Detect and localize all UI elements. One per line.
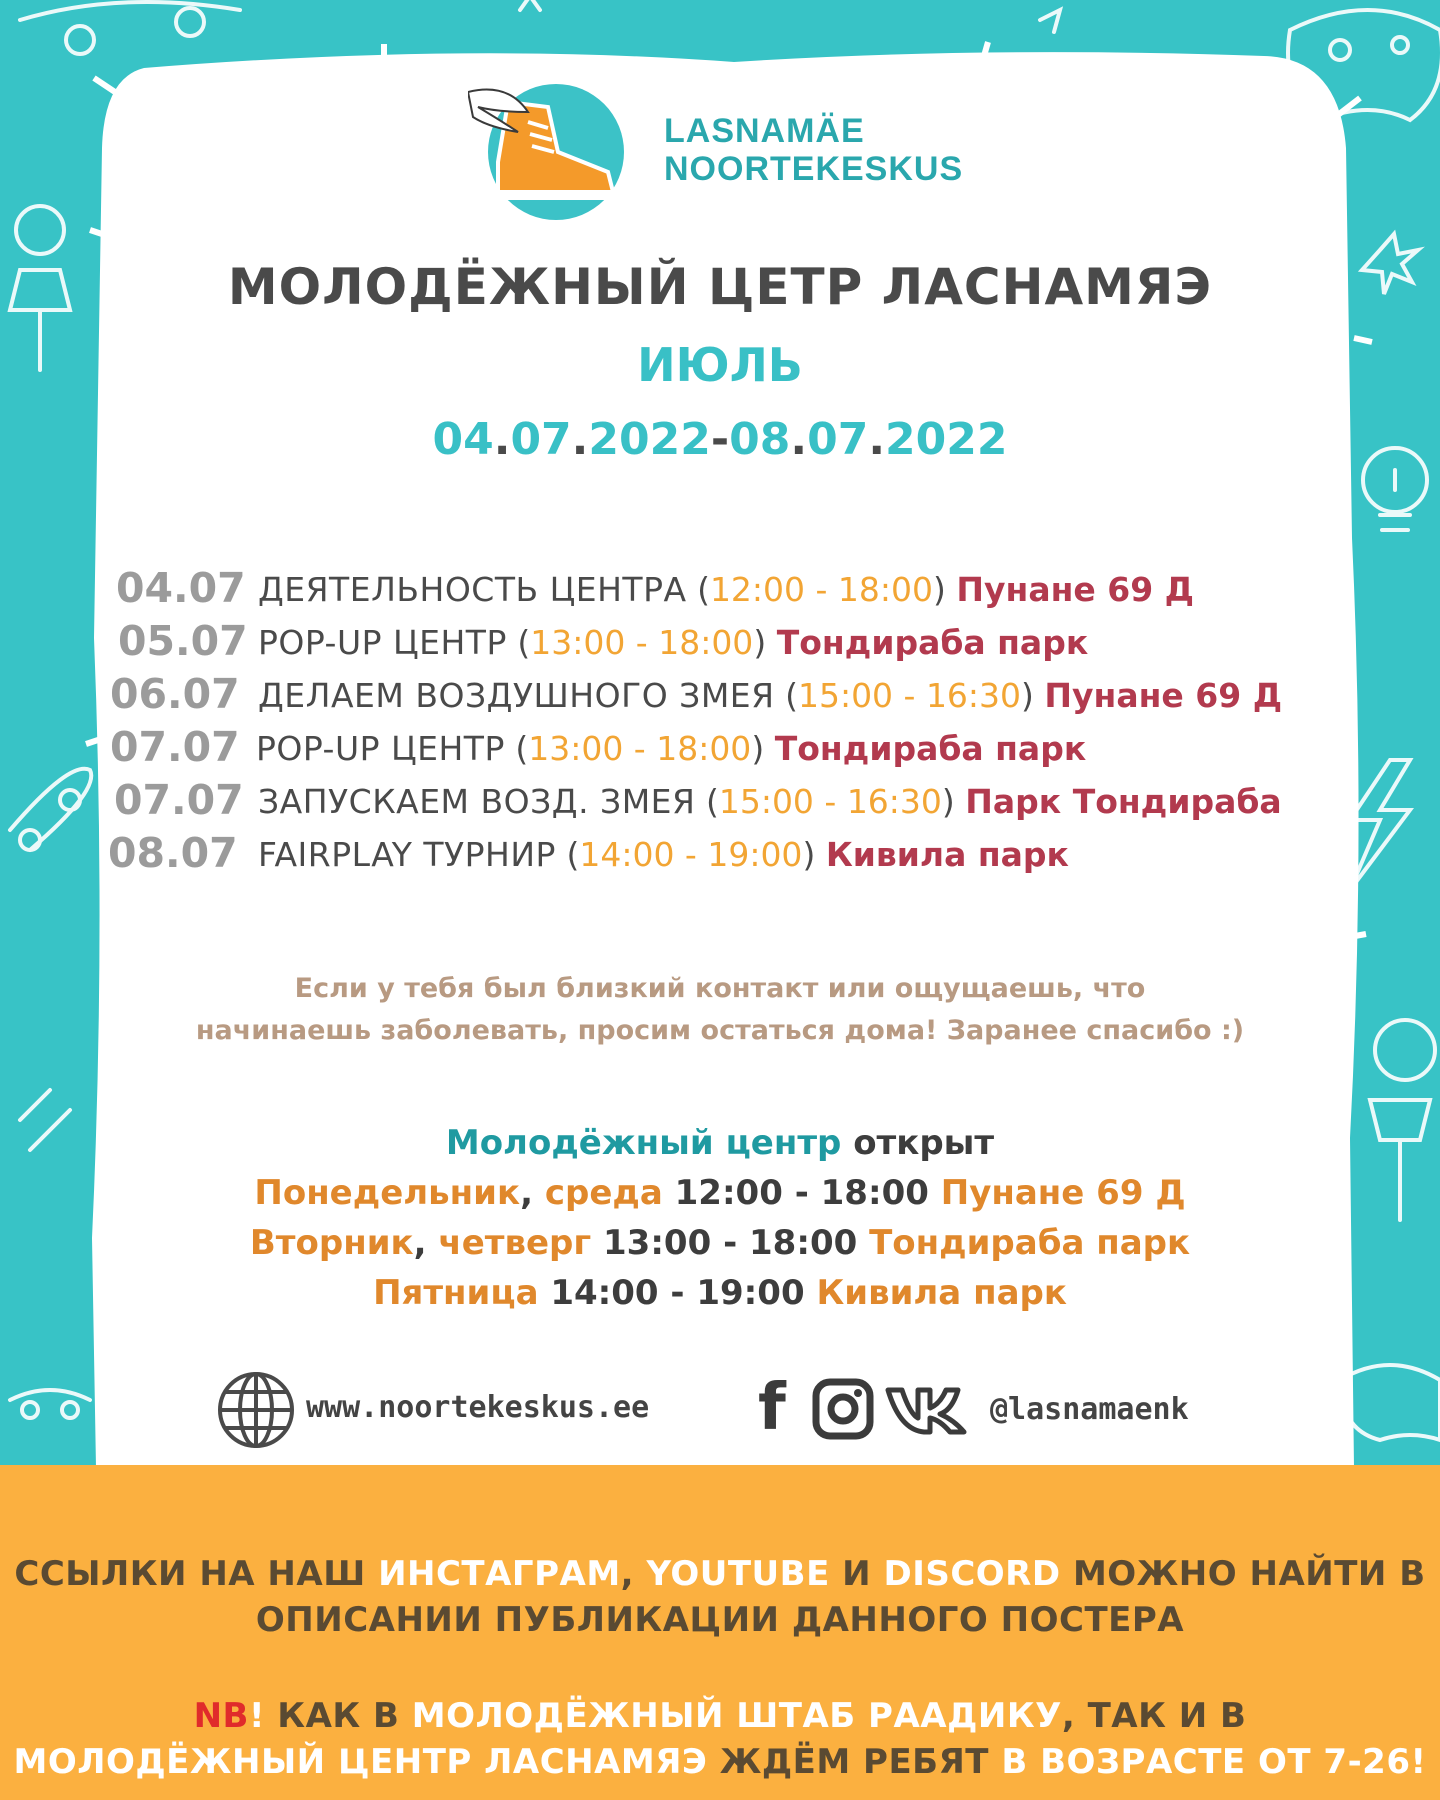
date-range bbox=[0, 414, 1440, 465]
opening-days: Пятница bbox=[373, 1273, 539, 1313]
opening-days: Вторник bbox=[249, 1223, 414, 1263]
schedule-time: 13:00 - 18:00 bbox=[528, 729, 752, 768]
facebook-icon[interactable]: f bbox=[758, 1371, 786, 1445]
schedule-entry bbox=[258, 676, 1282, 715]
schedule-day: 06.07 bbox=[110, 670, 240, 718]
bottom-line-4 bbox=[0, 1739, 1440, 1785]
date-start-day: 04 bbox=[432, 414, 494, 465]
schedule-location: Тондираба парк bbox=[774, 729, 1087, 768]
schedule-day: 04.07 bbox=[116, 564, 246, 612]
bottom-banner bbox=[0, 1465, 1440, 1800]
paren: ) bbox=[1021, 676, 1034, 715]
date-dash: - bbox=[710, 414, 730, 465]
schedule-activity: ДЕЛАЕМ ВОЗДУШНОГО ЗМЕЯ bbox=[258, 676, 775, 715]
notice-line-1: Если у тебя был близкий контакт или ощущаешь, что bbox=[294, 973, 1146, 1004]
paren: ) bbox=[802, 835, 816, 874]
schedule-activity: FAIRPLAY ТУРНИР bbox=[258, 835, 556, 874]
opening-location: Кивила парк bbox=[816, 1273, 1067, 1313]
paren: ( bbox=[566, 835, 580, 874]
notice-line-2: начинаешь заболевать, просим остаться дома! Заранее спасибо :) bbox=[195, 1015, 1245, 1046]
date-separator: . bbox=[868, 414, 886, 465]
paren: ( bbox=[515, 729, 529, 768]
opening-heading-open: открыт bbox=[853, 1123, 995, 1163]
bottom-highlight: YOUTUBE bbox=[646, 1554, 830, 1594]
bottom-line-2: ОПИСАНИИ ПУБЛИКАЦИИ ДАННОГО ПОСТЕРА bbox=[255, 1600, 1185, 1640]
schedule-activity: POP-UP ЦЕНТР bbox=[256, 729, 505, 768]
date-separator: . bbox=[790, 414, 808, 465]
schedule-activity: POP-UP ЦЕНТР bbox=[258, 623, 507, 662]
opening-heading-center: Молодёжный центр bbox=[445, 1123, 842, 1163]
schedule-location: Тондираба парк bbox=[776, 623, 1089, 662]
bottom-line-3 bbox=[0, 1693, 1440, 1739]
paren: ( bbox=[697, 570, 710, 609]
date-separator: . bbox=[571, 414, 589, 465]
date-separator: . bbox=[493, 414, 511, 465]
opening-days: среда bbox=[544, 1173, 663, 1213]
schedule-row bbox=[108, 829, 1358, 882]
bottom-text: , bbox=[620, 1554, 635, 1594]
opening-time: 12:00 - 18:00 bbox=[674, 1173, 929, 1213]
bottom-text: ЖДЁМ РЕБЯТ bbox=[719, 1742, 989, 1782]
schedule-time: 12:00 - 18:00 bbox=[709, 570, 934, 609]
paren: ) bbox=[753, 623, 767, 662]
schedule-location: Пунане 69 Д bbox=[1044, 676, 1283, 715]
schedule-location: Парк Тондираба bbox=[965, 782, 1282, 821]
schedule-entry bbox=[258, 782, 1282, 821]
sneaker-logo-icon bbox=[468, 72, 628, 222]
month-label: ИЮЛЬ bbox=[637, 338, 803, 392]
opening-sep: , bbox=[413, 1223, 427, 1263]
vk-icon[interactable] bbox=[884, 1384, 980, 1436]
schedule-entry bbox=[256, 729, 1086, 768]
schedule-day: 05.07 bbox=[118, 617, 248, 665]
opening-days: четверг bbox=[438, 1223, 592, 1263]
opening-row bbox=[0, 1268, 1440, 1318]
date-end-day: 08 bbox=[729, 414, 791, 465]
opening-row bbox=[0, 1168, 1440, 1218]
bottom-line-1 bbox=[0, 1551, 1440, 1597]
logo-line-1: LASNAMÄE bbox=[664, 112, 865, 150]
schedule-list bbox=[108, 564, 1358, 882]
schedule-time: 15:00 - 16:30 bbox=[718, 782, 942, 821]
schedule-day: 08.07 bbox=[108, 829, 238, 877]
instagram-icon[interactable] bbox=[812, 1378, 874, 1440]
paren: ( bbox=[517, 623, 531, 662]
opening-time: 13:00 - 18:00 bbox=[603, 1223, 858, 1263]
bottom-highlight: МОЛОДЁЖНЫЙ ШТАБ РААДИКУ bbox=[411, 1696, 1062, 1736]
paren: ) bbox=[933, 570, 946, 609]
opening-hours bbox=[0, 1118, 1440, 1318]
bottom-text: И bbox=[842, 1554, 872, 1594]
social-handle[interactable]: @lasnamaenk bbox=[990, 1392, 1189, 1427]
schedule-row bbox=[108, 723, 1358, 776]
schedule-row bbox=[108, 776, 1358, 829]
schedule-location: Пунане 69 Д bbox=[956, 570, 1195, 609]
schedule-entry bbox=[258, 623, 1088, 662]
paren: ( bbox=[705, 782, 719, 821]
bottom-text: , ТАК И В bbox=[1061, 1696, 1247, 1736]
date-start-month: 07 bbox=[510, 414, 572, 465]
bottom-highlight: ИНСТАГРАМ bbox=[378, 1554, 621, 1594]
schedule-time: 15:00 - 16:30 bbox=[797, 676, 1022, 715]
schedule-entry bbox=[258, 570, 1194, 609]
date-start-year: 2022 bbox=[588, 414, 711, 465]
opening-location: Пунане 69 Д bbox=[940, 1173, 1186, 1213]
bottom-highlight: ! bbox=[248, 1696, 265, 1736]
opening-heading bbox=[0, 1118, 1440, 1168]
globe-icon bbox=[216, 1370, 296, 1450]
paren: ( bbox=[785, 676, 798, 715]
schedule-time: 13:00 - 18:00 bbox=[530, 623, 754, 662]
date-end-month: 07 bbox=[807, 414, 869, 465]
schedule-row bbox=[108, 617, 1358, 670]
opening-location: Тондираба парк bbox=[869, 1223, 1191, 1263]
schedule-activity: ЗАПУСКАЕМ ВОЗД. ЗМЕЯ bbox=[258, 782, 696, 821]
schedule-activity: ДЕЯТЕЛЬНОСТЬ ЦЕНТРА bbox=[258, 570, 687, 609]
date-end-year: 2022 bbox=[885, 414, 1008, 465]
bottom-text: ССЫЛКИ НА НАШ bbox=[14, 1554, 366, 1594]
opening-time: 14:00 - 19:00 bbox=[550, 1273, 805, 1313]
opening-row bbox=[0, 1218, 1440, 1268]
bottom-highlight: МОЛОДЁЖНЫЙ ЦЕНТР ЛАСНАМЯЭ bbox=[13, 1742, 708, 1782]
contact-footer bbox=[0, 1370, 1440, 1445]
paren: ) bbox=[941, 782, 955, 821]
schedule-row bbox=[108, 670, 1358, 723]
opening-sep: , bbox=[520, 1173, 533, 1213]
website-link[interactable]: www.noortekeskus.ee bbox=[306, 1390, 650, 1425]
bottom-highlight: В ВОЗРАСТЕ ОТ 7-26! bbox=[1001, 1742, 1427, 1782]
schedule-entry bbox=[258, 835, 1069, 874]
paren: ) bbox=[751, 729, 765, 768]
logo-wordmark bbox=[664, 112, 963, 188]
schedule-day: 07.07 bbox=[114, 776, 244, 824]
schedule-day: 07.07 bbox=[110, 723, 240, 771]
health-notice bbox=[0, 968, 1440, 1052]
page-title: МОЛОДЁЖНЫЙ ЦЕТР ЛАСНАМЯЭ bbox=[227, 258, 1213, 316]
schedule-time: 14:00 - 19:00 bbox=[579, 835, 803, 874]
bottom-text: МОЖНО НАЙТИ В bbox=[1072, 1554, 1426, 1594]
schedule-row bbox=[108, 564, 1358, 617]
schedule-location: Кивила парк bbox=[825, 835, 1069, 874]
bottom-text: КАК В bbox=[277, 1696, 400, 1736]
nb-label: NB bbox=[193, 1696, 249, 1736]
opening-days: Понедельник bbox=[254, 1173, 521, 1213]
bottom-highlight: DISCORD bbox=[883, 1554, 1061, 1594]
logo-line-2: NOORTEKESKUS bbox=[664, 150, 964, 188]
